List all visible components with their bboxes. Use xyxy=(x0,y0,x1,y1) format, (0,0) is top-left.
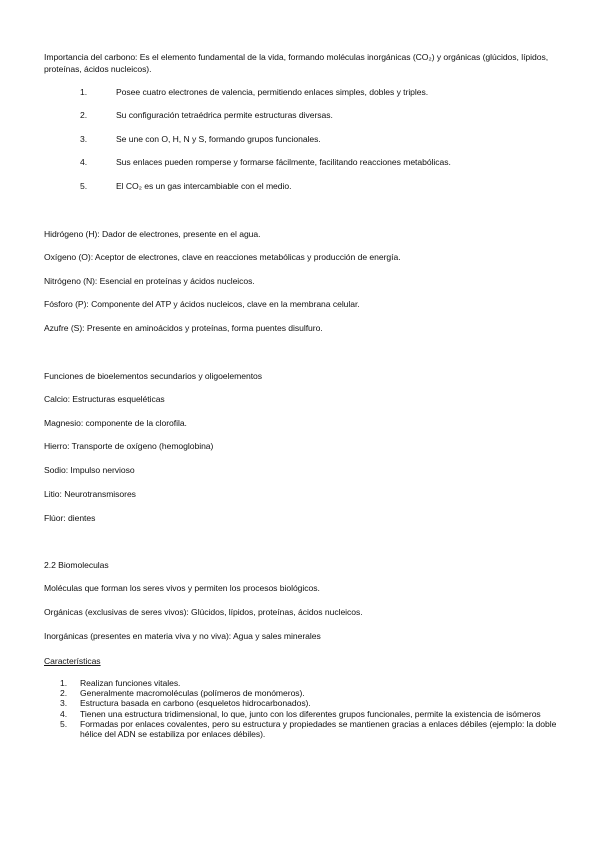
list-item-number: 5. xyxy=(60,718,68,729)
secondary-heading: Funciones de bioelementos secundarios y oligoelementos xyxy=(44,371,263,381)
secondary-item: Sodio: Impulso nervioso xyxy=(44,465,135,475)
list-item-text: Tienen una estructura tridimensional, lo que, junto con los diferentes grupos funcionales, permite la existencia de isómeros xyxy=(80,708,541,719)
list-item xyxy=(60,678,575,688)
carbon-intro-paragraph: Importancia del carbono: Es el elemento fundamental de la vida, formando moléculas inorgánicas (CO₂) y orgánicas (glúcidos, lípidos, proteínas, ácidos nucleicos). xyxy=(44,52,549,74)
element-line-phosphorus: Fósforo (P): Componente del ATP y ácidos nucleicos, clave en la membrana celular. xyxy=(44,299,360,309)
list-item-number: 3. xyxy=(60,698,68,709)
biomolecules-organic: Orgánicas (exclusivas de seres vivos): Glúcidos, lípidos, proteínas, ácidos nucleicos. xyxy=(44,607,363,617)
list-item xyxy=(60,688,575,698)
secondary-item: Magnesio: componente de la clorofila. xyxy=(44,418,187,428)
list-item xyxy=(60,698,575,708)
element-line-nitrogen: Nitrógeno (N): Esencial en proteínas y ácidos nucleicos. xyxy=(44,276,255,286)
element-line-hydrogen: Hidrógeno (H): Dador de electrones, presente en el agua. xyxy=(44,229,261,239)
carbon-list-number: 1. xyxy=(80,87,88,97)
secondary-item: Calcio: Estructuras esqueléticas xyxy=(44,394,165,404)
carbon-list-number: 2. xyxy=(80,110,88,120)
carbon-list-item: Posee cuatro electrones de valencia, permitiendo enlaces simples, dobles y triples. xyxy=(116,87,429,97)
list-item-number: 2. xyxy=(60,688,68,699)
element-line-oxygen: Oxígeno (O): Aceptor de electrones, clave en reacciones metabólicas y producción de energía. xyxy=(44,252,401,262)
list-item-text: Formadas por enlaces covalentes, pero su estructura y propiedades se mantienen gracias a enlaces débiles (ejemplo: la doble hélice del ADN se estabiliza por enlaces débiles). xyxy=(80,718,557,740)
characteristics-list xyxy=(60,678,575,739)
list-item-text: Estructura basada en carbono (esqueletos hidrocarbonados). xyxy=(80,698,311,709)
list-item xyxy=(60,719,575,739)
biomolecules-definition: Moléculas que forman los seres vivos y permiten los procesos biológicos. xyxy=(44,583,320,593)
list-item-number: 1. xyxy=(60,678,68,688)
carbon-list-number: 3. xyxy=(80,134,88,144)
carbon-list-item: El CO₂ es un gas intercambiable con el medio. xyxy=(116,181,292,191)
list-item-number: 4. xyxy=(60,708,68,719)
list-item-text: Realizan funciones vitales. xyxy=(80,678,181,688)
list-item-text: Generalmente macromoléculas (polímeros de monómeros). xyxy=(80,688,305,699)
secondary-item: Litio: Neurotransmisores xyxy=(44,489,136,499)
carbon-list-number: 5. xyxy=(80,181,88,191)
biomolecules-heading: 2.2 Biomoleculas xyxy=(44,560,109,570)
secondary-item: Flúor: dientes xyxy=(44,513,96,523)
biomolecules-inorganic: Inorgánicas (presentes en materia viva y no viva): Agua y sales minerales xyxy=(44,631,321,641)
element-line-sulfur: Azufre (S): Presente en aminoácidos y proteínas, forma puentes disulfuro. xyxy=(44,323,323,333)
carbon-list-item: Se une con O, H, N y S, formando grupos funcionales. xyxy=(116,134,321,144)
secondary-item: Hierro: Transporte de oxígeno (hemoglobina) xyxy=(44,441,214,451)
characteristics-heading: Características xyxy=(44,656,101,666)
carbon-list-item: Sus enlaces pueden romperse y formarse fácilmente, facilitando reacciones metabólicas. xyxy=(116,157,451,167)
carbon-list-number: 4. xyxy=(80,157,88,167)
list-item xyxy=(60,709,575,719)
carbon-list-item: Su configuración tetraédrica permite estructuras diversas. xyxy=(116,110,333,120)
